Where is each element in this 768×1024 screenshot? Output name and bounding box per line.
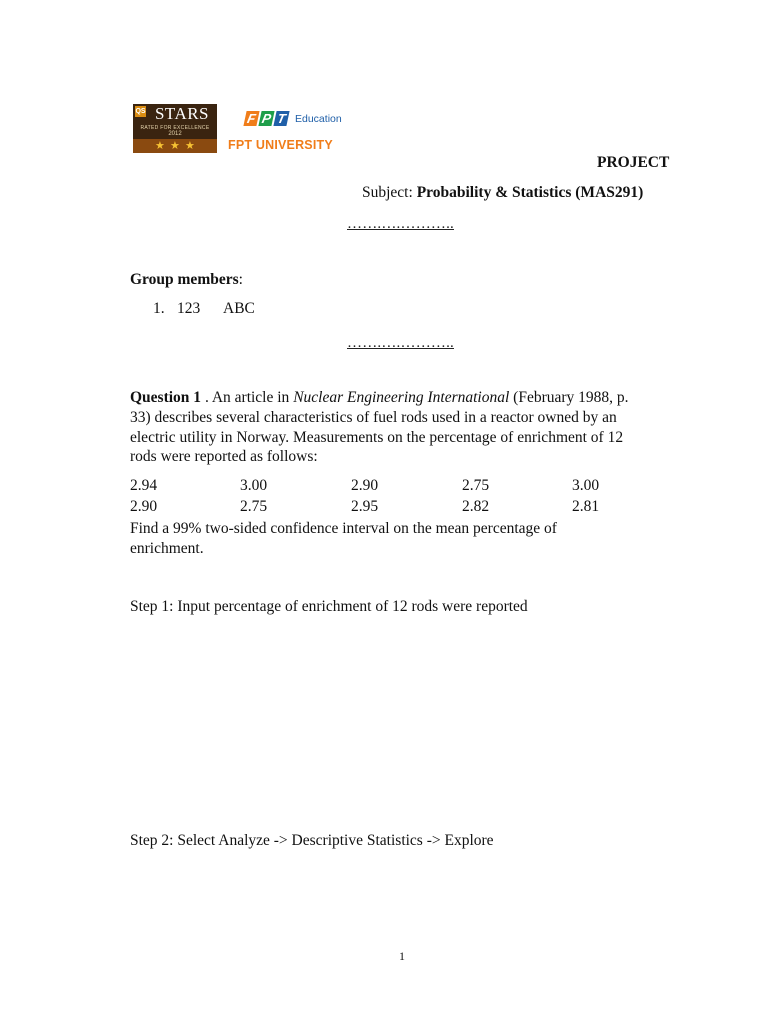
question-line-2: 33) describes several characteristics of fuel rods used in a reactor owned by an — [130, 409, 617, 426]
task-line-1: Find a 99% two-sided confidence interval on the mean percentage of — [130, 520, 557, 537]
question-line-3: electric utility in Norway. Measurements on the percentage of enrichment of 12 — [130, 429, 624, 446]
task-line-2: enrichment. — [130, 540, 204, 557]
qs-tagline: RATED FOR EXCELLENCE — [140, 125, 210, 131]
group-members-heading — [130, 270, 243, 290]
fpt-letter-t: T — [273, 111, 289, 126]
question-line-4: rods were reported as follows: — [130, 448, 318, 465]
project-title: PROJECT — [597, 154, 670, 171]
separator-top: …….….……….. — [347, 216, 454, 232]
data-value: 2.95 — [351, 498, 379, 515]
question-line-1 — [130, 388, 629, 408]
data-value: 2.82 — [462, 498, 490, 515]
qs-stars-logo — [133, 104, 217, 153]
question-intro: . An article in — [201, 389, 294, 406]
subject-value: Probability & Statistics (MAS291) — [416, 184, 644, 201]
data-value: 2.75 — [462, 477, 490, 494]
member-id: 123 — [177, 300, 201, 317]
star-icon: ★ — [155, 140, 165, 152]
member-name: ABC — [223, 300, 255, 317]
data-value: 2.81 — [572, 498, 600, 515]
star-icon: ★ — [170, 140, 180, 152]
subject-label: Subject: — [362, 184, 413, 201]
fpt-logo-mark — [245, 110, 290, 130]
subject-line — [362, 183, 643, 203]
star-icon: ★ — [185, 140, 195, 152]
qs-badge: QS — [135, 108, 146, 115]
question-intro-tail: (February 1988, p. — [509, 389, 629, 406]
fpt-education-label: Education — [295, 113, 342, 125]
qs-stars-title: STARS — [154, 104, 210, 123]
data-value: 3.00 — [572, 477, 600, 494]
member-number: 1. — [153, 300, 165, 317]
separator-middle: …….….……….. — [347, 335, 454, 351]
data-value: 2.90 — [351, 477, 379, 494]
journal-title: Nuclear Engineering International — [293, 389, 510, 406]
data-value: 2.94 — [130, 477, 158, 494]
qs-star-band — [133, 139, 217, 153]
fpt-letter-f: F — [243, 111, 259, 126]
group-members-label: Group members — [130, 271, 239, 288]
qs-year: 2012 — [168, 131, 182, 137]
data-value: 3.00 — [240, 477, 268, 494]
data-value: 2.75 — [240, 498, 268, 515]
step-1: Step 1: Input percentage of enrichment of 12 rods were reported — [130, 598, 528, 615]
question-label: Question 1 — [130, 389, 202, 406]
data-value: 2.90 — [130, 498, 158, 515]
fpt-university-label: FPT UNIVERSITY — [228, 138, 333, 152]
step-2: Step 2: Select Analyze -> Descriptive Statistics -> Explore — [130, 832, 494, 849]
fpt-letter-p: P — [258, 111, 274, 126]
page-number: 1 — [399, 949, 405, 963]
group-members-colon: : — [238, 271, 243, 288]
